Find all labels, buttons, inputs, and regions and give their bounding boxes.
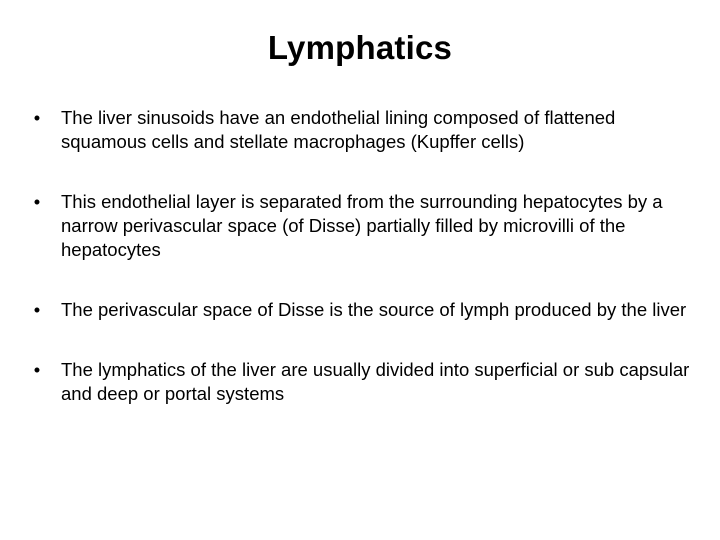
bullet-text: The lymphatics of the liver are usually divided into superficial or sub capsular and deep or portal systems: [61, 359, 690, 404]
bullet-icon: •: [33, 107, 41, 128]
bullet-icon: •: [33, 359, 41, 380]
bullet-icon: •: [33, 299, 41, 320]
bullet-text: The perivascular space of Disse is the source of lymph produced by the liver: [61, 299, 687, 320]
bullet-item: [30, 358, 702, 406]
bullet-icon: •: [33, 191, 41, 212]
bullet-item: [30, 298, 702, 322]
slide-title: Lymphatics: [267, 29, 453, 66]
bullet-item: [30, 190, 702, 262]
bullet-text: The liver sinusoids have an endothelial lining composed of flattened squamous cells and stellate macrophages (Kupffer cells): [61, 107, 616, 152]
bullet-item: [30, 106, 702, 154]
bullet-text: This endothelial layer is separated from the surrounding hepatocytes by a narrow perivascular space (of Disse) partially filled by microvilli of the hepatocytes: [61, 191, 663, 260]
bullet-list: [30, 106, 702, 442]
